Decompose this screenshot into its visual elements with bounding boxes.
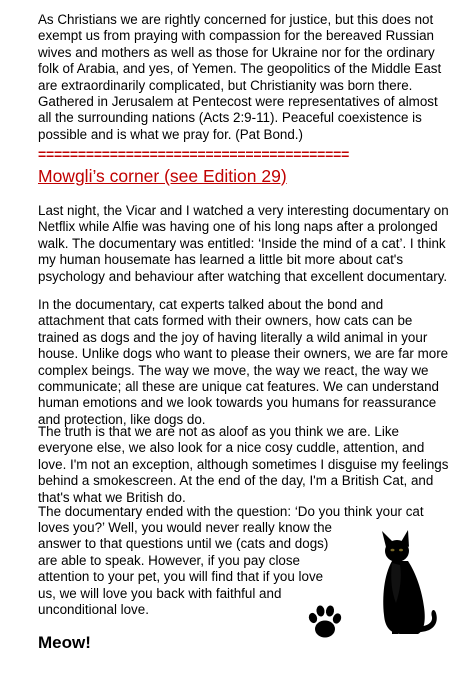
body-paragraph-3: The truth is that we are not as aloof as you think we are. Like everyone else, we also look for a nice cosy cuddle, attention, and love. I'm not an exception, although sometimes I disguise my feelings behind a smokescreen. At the end of the day, I'm a British Cat, and that's what we British do. (38, 424, 449, 505)
body-paragraph-1: Last night, the Vicar and I watched a very interesting documentary on Netflix while Alfie was having one of his long naps after a prolonged walk. The documentary was entitled: ‘Inside the mind of a cat’. I think my human housemate has learned a little bit more about cat's psychology and behaviour after watching that excellent documentary. (38, 203, 449, 284)
signoff: Meow! (38, 633, 91, 652)
paw-print-icon (305, 602, 345, 642)
body-paragraph-2: In the documentary, cat experts talked about the bond and attachment that cats formed with their owners, how cats can be trained as dogs and the joy of having literally a wild animal in your house. Unlike dogs who want to please their owners, we are far more complex beings. The way we move, the way we react, the way we communicate; all these are unique cat features. We can understand human emotions and we look towards you humans for reassurance and protection, like dogs do. (38, 297, 449, 427)
section-heading-link[interactable]: Mowgli’s corner (see Edition 29) (38, 166, 287, 186)
body-paragraph-4-line-1: The documentary ended with the question: ‘Do you think your cat (38, 504, 424, 519)
black-cat-image (370, 527, 440, 637)
body-paragraph-4-rest: loves you?’ Well, you would never really know the answer to that questions until we (cats and dogs) are able to speak. However, if you pay close attention to your pet, you will find that if you love us, we will love you back with faithful and unconditional love. (38, 520, 332, 618)
intro-paragraph: As Christians we are rightly concerned for justice, but this does not exempt us from praying with compassion for the bereaved Russian wives and mothers as well as those for Ukraine nor for the ordinary folk of Arabia, and yes, of Yemen. The geopolitics of the Middle East are extraordinarily complicated, but Christianity was born there. Gathered in Jerusalem at Pentecost were representatives of almost all the surrounding nations (Acts 2:9-11). Peaceful coexistence is possible and is what we pray for. (Pat Bond.) (38, 12, 442, 142)
section-divider: ======================================= (38, 147, 350, 161)
